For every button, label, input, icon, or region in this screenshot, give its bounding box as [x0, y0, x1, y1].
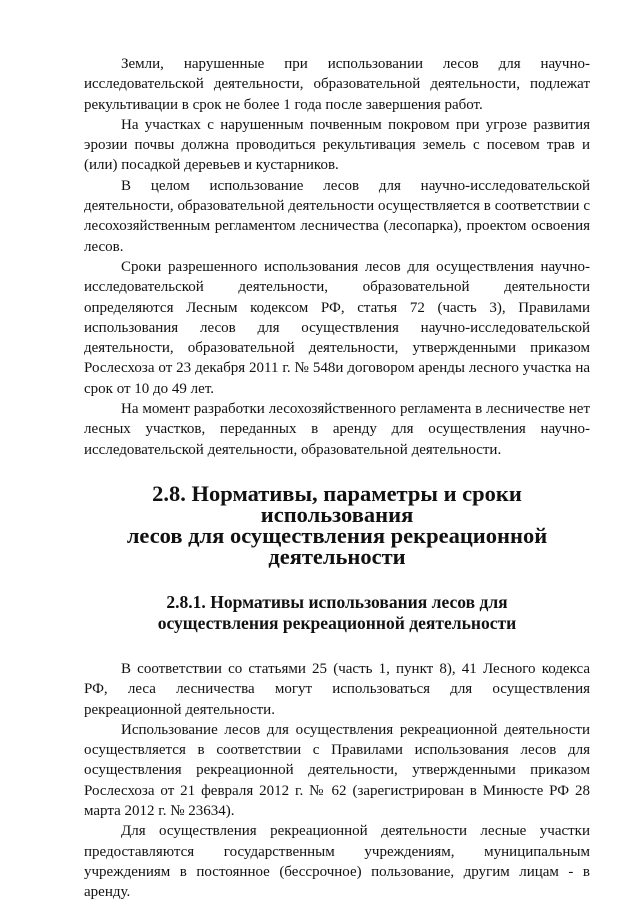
paragraph-use-terms: Сроки разрешенного использования лесов для осуществления научно-исследовательской деятельности, образовательной деятельности определяются Лесным кодексом РФ, статья 72 (часть 3), Правилами использования лесов для осуществления научно-исследовательской деятельности, образовательной деятельности, утвержденными приказом Рослесхоза от 23 декабря 2011 г. № 548и договором аренды лесного участка на срок от 10 до 49 лет. — [84, 258, 590, 397]
subsection-heading-2-8-1 — [84, 592, 590, 634]
paragraph-reclamation-deadline: Земли, нарушенные при использовании лесов для научно-исследовательской деятельности, образовательной деятельности, подлежат рекультивации в срок не более 1 года после завершения работ. — [84, 56, 590, 113]
section-heading-line-1: 2.8. Нормативы, параметры и сроки использования — [152, 480, 522, 527]
paragraph-plot-provision: Для осуществления рекреационной деятельности лесные участки предоставляются государственным учреждениям, муниципальным учреждениям в постоянное (бессрочное) пользование, другим лицам - в аренду. — [84, 823, 590, 901]
paragraph-soil-erosion: На участках с нарушенным почвенным покровом при угрозе развития эрозии почвы должна проводиться рекультивация земель с посевом трав и (или) посадкой деревьев и кустарников. — [84, 116, 590, 174]
document-page — [84, 54, 590, 903]
section-heading-2-8 — [84, 480, 590, 569]
subsection-heading-line-2: осуществления рекреационной деятельности — [157, 612, 517, 633]
paragraph-no-leased-plots: На момент разработки лесохозяйственного регламента в лесничестве нет лесных участков, переданных в аренду для осуществления научно-исследовательской деятельности, образовательной деятельности. — [84, 401, 590, 458]
paragraph-general-use: В целом использование лесов для научно-исследовательской деятельности, образовательной деятельности осуществляется в соответствии с лесохозяйственным регламентом лесничества (лесопарка), проектом освоения лесов. — [84, 177, 590, 255]
paragraph-recreation-rules: Использование лесов для осуществления рекреационной деятельности осуществляется в соответствии с Правилами использования лесов для осуществления рекреационной деятельности, утвержденными приказом Рослесхоза от 21 февраля 2012 г. № 62 (зарегистрирован в Минюсте РФ 28 марта 2012 г. № 23634). — [84, 721, 590, 820]
paragraph-forest-code-articles: В соответствии со статьями 25 (часть 1, пункт 8), 41 Лесного кодекса РФ, леса лесничества могут использоваться для осуществления рекреационной деятельности. — [84, 660, 590, 718]
section-heading-line-2: лесов для осуществления рекреационной деятельности — [126, 522, 548, 569]
subsection-heading-line-1: 2.8.1. Нормативы использования лесов для — [166, 591, 508, 612]
